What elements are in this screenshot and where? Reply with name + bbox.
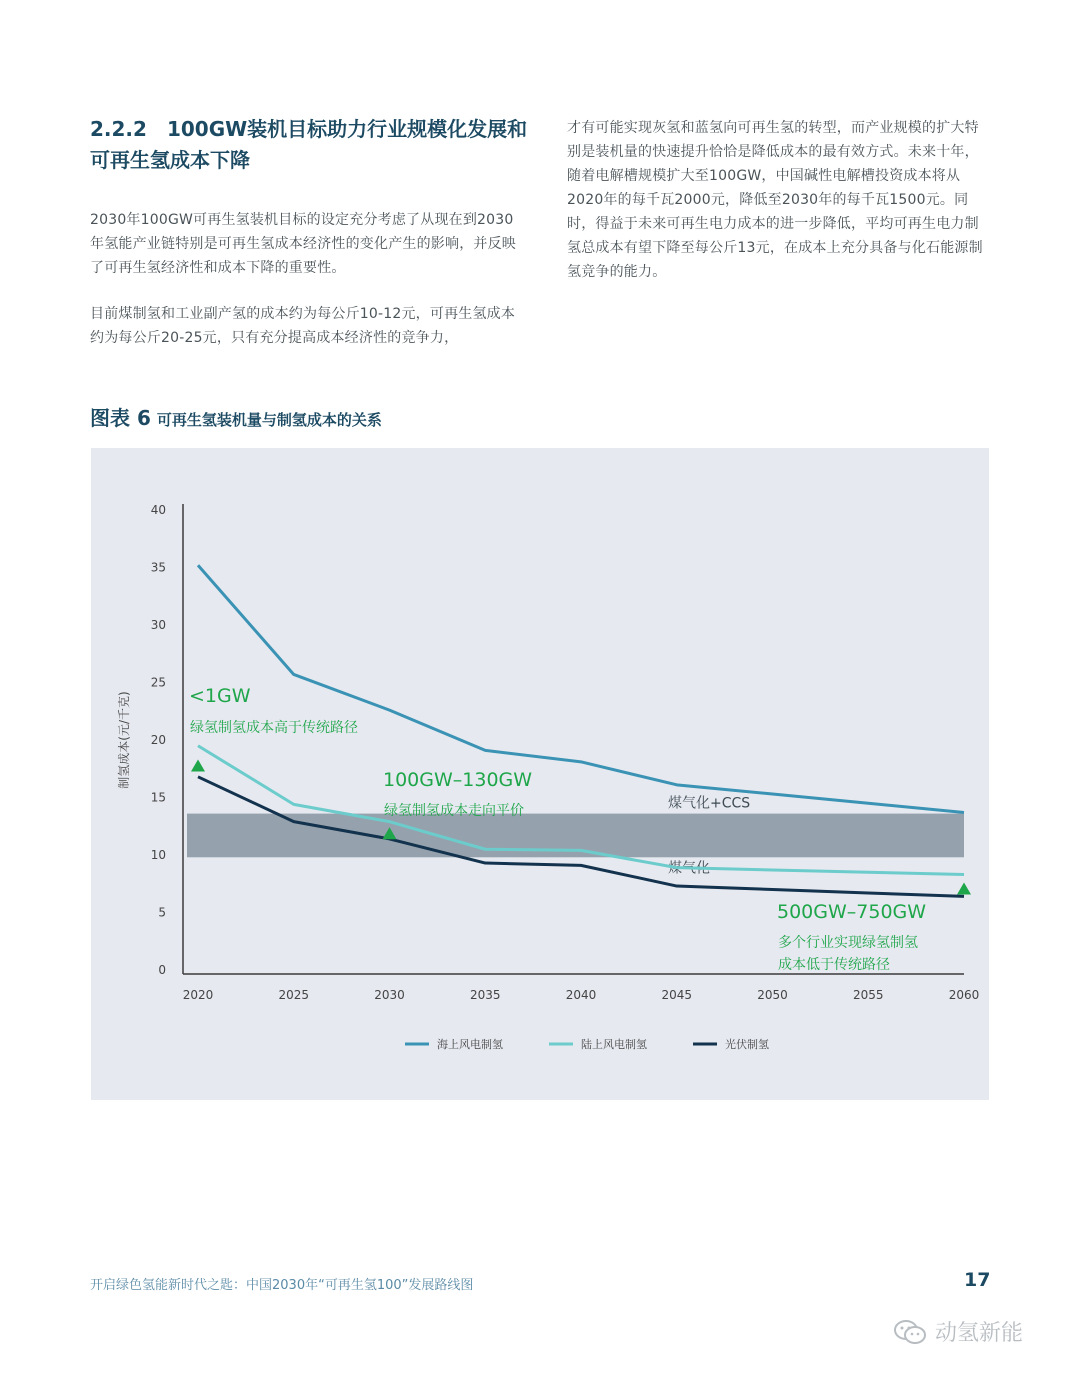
milestone-desc: 绿氢制氢成本高于传统路径 [190,720,358,736]
x-tick-label: 2020 [182,988,214,1002]
y-tick-label: 20 [150,733,166,747]
x-tick-label: 2035 [469,988,501,1002]
y-tick-label: 25 [150,675,166,690]
section-number: 2.2.2 [90,117,147,141]
y-tick-label: 15 [150,790,166,805]
legend-label: 陆上风电制氢 [581,1038,647,1051]
milestone-title: <1GW [189,685,251,707]
watermark-text: 动氢新能 [935,1321,1024,1346]
wechat-icon [893,1319,927,1345]
x-tick-label: 2055 [852,988,884,1002]
figure-label: 图表 6 [90,406,151,430]
milestone-marker-3 [957,883,971,895]
milestone-desc: 多个行业实现绿氢制氢 [778,935,918,951]
paragraph-1: 2030年100GW可再生氢装机目标的设定充分考虑了从现在到2030年氢能产业链特别是可再生氢成本经济性的变化产生的影响，并反映了可再生氢经济性和成本下降的重要性。 [90,212,516,276]
y-axis-label: 制氢成本(元/千克) [117,691,131,789]
band-label-lower: 煤气化 [668,860,710,877]
y-tick-label: 0 [158,963,166,977]
x-tick-label: 2025 [278,988,310,1002]
page-number: 17 [964,1269,991,1291]
section-title-line1: 100GW装机目标助力行业规模化发展和 [166,117,528,141]
milestone-desc: 成本低于传统路径 [778,957,890,973]
paragraph-3: 才有可能实现灰氢和蓝氢向可再生氢的转型，而产业规模的扩大特别是装机量的快速提升恰恰是降低成本的最有效方式。未来十年，随着电解槽规模扩大至100GW，中国碱性电解槽投资成本将从2020年的每千瓦2000元，降低至2030年的每千瓦1500元。同时，得益于未来可再生电力成本的进一步降低，平均可再生电力制氢总成本有望下降至每公斤13元，在成本上充分具备与化石能源制氢竞争的能力。 [567,120,983,280]
milestone-marker-1 [191,759,205,771]
y-tick-label: 40 [150,503,166,517]
y-tick-label: 5 [158,905,166,920]
x-tick-label: 2030 [374,988,405,1002]
legend-label: 海上风电制氢 [437,1038,503,1051]
x-tick-label: 2050 [757,988,788,1002]
footer-text: 开启绿色氢能新时代之匙：中国2030年“可再生氢100”发展路线图 [90,1278,474,1293]
section-heading [90,114,530,176]
figure-title-text: 可再生氢装机量与制氢成本的关系 [156,411,382,429]
milestone-title: 100GW–130GW [383,769,533,791]
x-tick-label: 2040 [565,988,597,1002]
milestone-title: 500GW–750GW [777,901,927,923]
section-title-line2: 可再生氢成本下降 [90,148,250,172]
y-tick-label: 30 [150,618,166,632]
watermark [893,1316,1023,1347]
cost-chart [91,448,989,1100]
series-line-1 [198,565,964,812]
y-tick-label: 10 [150,848,166,862]
milestone-desc: 绿氢制氢成本走向平价 [384,803,524,819]
y-tick-label: 35 [150,560,166,575]
figure-title [90,402,382,431]
paragraph-2: 目前煤制氢和工业副产氢的成本约为每公斤10-12元，可再生氢成本约为每公斤20-25元，只有充分提高成本经济性的竞争力， [90,306,516,346]
x-tick-label: 2045 [661,988,693,1002]
x-tick-label: 2060 [948,988,980,1002]
legend-label: 光伏制氢 [725,1038,769,1051]
band-label-upper: 煤气化+CCS [668,795,751,812]
